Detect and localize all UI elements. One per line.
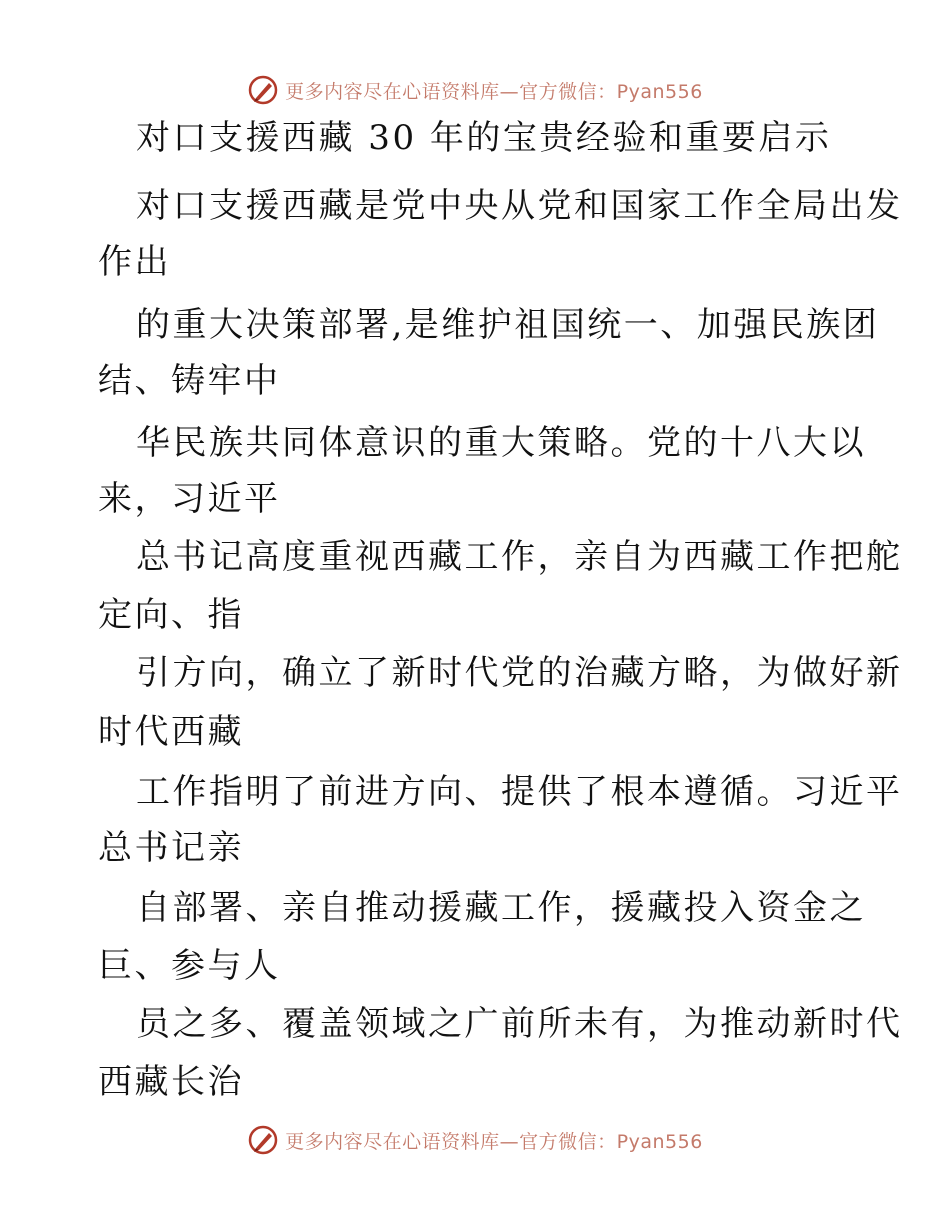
pen-logo-icon (247, 1124, 279, 1156)
footer-watermark-banner (0, 1120, 950, 1160)
doc-line: 作出 (98, 242, 171, 282)
footer-watermark-text: 更多内容尽在心语资料库—官方微信：Pyan556 (285, 1130, 703, 1153)
doc-line: 定向、指 (98, 595, 244, 635)
doc-line: 时代西藏 (98, 712, 244, 752)
header-watermark-banner (0, 70, 950, 110)
pen-logo-icon (247, 74, 279, 106)
doc-line: 巨、参与人 (98, 946, 281, 986)
doc-line: 总书记高度重视西藏工作，亲自为西藏工作把舵 (136, 537, 903, 577)
doc-title: 对口支援西藏 30 年的宝贵经验和重要启示 (136, 118, 832, 158)
doc-line: 的重大决策部署,是维护祖国统一、加强民族团 (136, 305, 880, 345)
doc-line: 结、铸牢中 (98, 361, 281, 401)
doc-line: 总书记亲 (98, 828, 244, 868)
doc-line: 引方向，确立了新时代党的治藏方略，为做好新 (136, 653, 903, 693)
doc-line: 工作指明了前进方向、提供了根本遵循。习近平 (136, 772, 903, 812)
doc-line: 华民族共同体意识的重大策略。党的十八大以 (136, 423, 866, 463)
doc-line: 自部署、亲自推动援藏工作，援藏投入资金之 (136, 888, 866, 928)
doc-line: 对口支援西藏是党中央从党和国家工作全局出发 (136, 186, 903, 226)
header-watermark-text: 更多内容尽在心语资料库—官方微信：Pyan556 (285, 80, 703, 103)
doc-line: 来，习近平 (98, 479, 281, 519)
doc-line: 员之多、覆盖领域之广前所未有，为推动新时代 (136, 1004, 903, 1044)
doc-line: 西藏长治 (98, 1062, 244, 1102)
